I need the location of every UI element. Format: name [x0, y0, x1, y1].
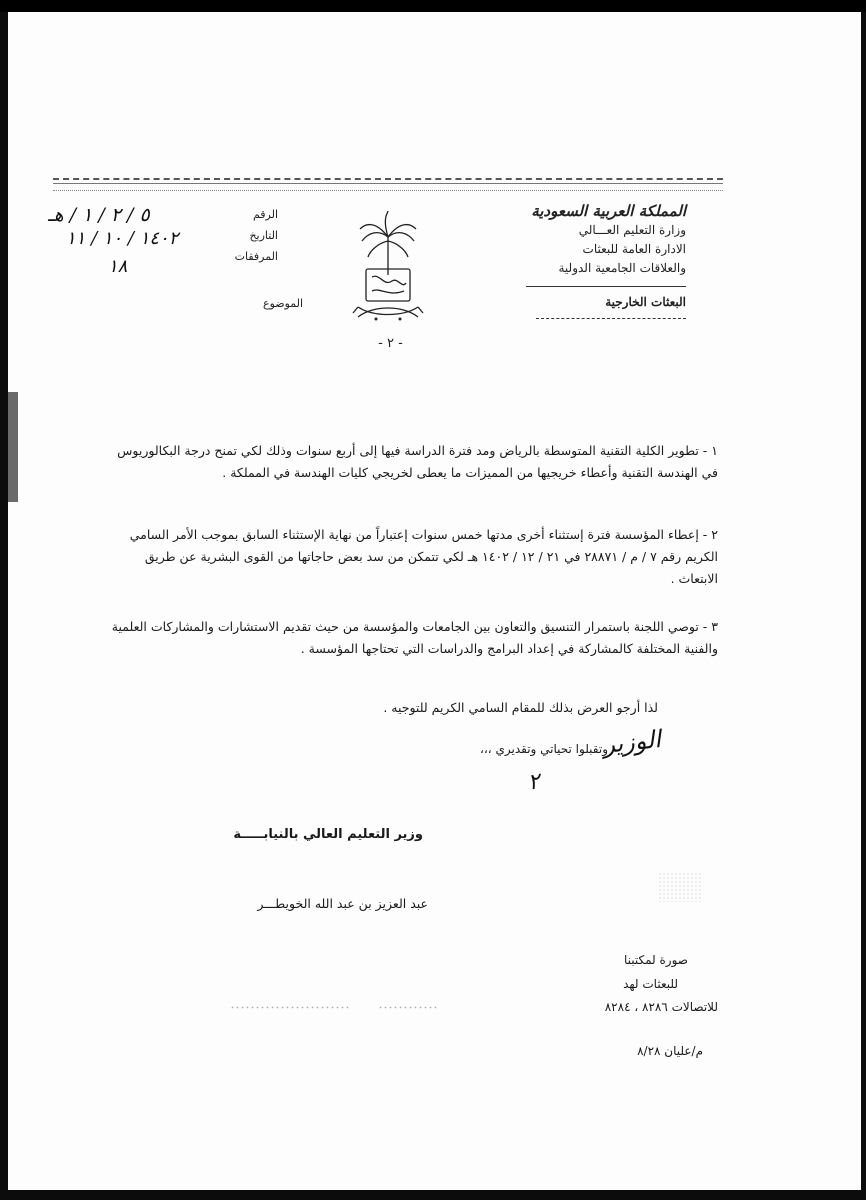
cc-line-1: للبعثات لهد: [623, 977, 678, 991]
document-page: [8, 12, 861, 1190]
paragraph-3: ٣ - توصي اللجنة باستمرار التنسيق والتعاون بين الجامعات والمؤسسة من حيث تقديم الاستشارات والمشاركات العلمية والفنية المختلفة كالمشاركة في إعداد البرامج والدراسات التي تحتاجها المؤسسة .: [111, 619, 718, 656]
deputy-minister-name: عبد العزيز بن عبد الله الخويطـــر: [257, 896, 428, 911]
paragraph-2: ٢ - إعطاء المؤسسة فترة إستثناء أخرى مدتها خمس سنوات إعتباراً من نهاية الإستثناء السابق بموجب الأمر السامي الكريم رقم ٧ / م / ٢٨٨٧١ في ٢١ / ١٢ / ١٤٠٢ هـ لكي تتمكن من سد بعض حاجاتها من القوى البشرية عن طريق الابتعاث .: [129, 527, 718, 586]
cc-title: صورة لمكتبنا: [623, 953, 688, 967]
attachments-count: ١٨: [108, 256, 128, 277]
regards-line: وتقبلوا تحياتي وتقديري ،،،: [480, 742, 608, 756]
faint-marks-1: [230, 1005, 350, 1011]
faint-marks-2: [378, 1005, 438, 1011]
reference-number: ٥ / ٢ / ١ / هـ: [48, 204, 150, 226]
header-rule-dotted: [53, 190, 723, 191]
letterhead-left: [198, 204, 278, 267]
kingdom-name: المملكة العربية السعودية: [531, 202, 686, 220]
letterhead-divider: [526, 286, 686, 287]
scan-edge-shadow: [8, 392, 18, 502]
ministry-name: وزارة التعليم العـــالي: [578, 223, 686, 237]
subject-label: الموضوع: [263, 297, 304, 310]
header-rule-solid: [53, 183, 723, 184]
deputy-minister-title: وزير التعليم العالي بالنيابـــــة: [233, 827, 423, 842]
handwritten-initial: ٢: [525, 769, 542, 796]
letterhead-underline: [536, 318, 686, 319]
letterhead-right: [486, 202, 686, 319]
scan-noise: [658, 872, 703, 902]
paragraph-1: ١ - تطوير الكلية التقنية المتوسطة بالرياض ومد فترة الدراسة فيها إلى أربع سنوات وذلك لكي تمنح درجة البكالوريوس في الهندسة التقنية وأعطاء خريجيها من المميزات ما يعطى لخريجي كليات الهندسة في المملكة .: [117, 443, 718, 480]
header-rule-dashed: [53, 178, 723, 180]
attachments-label: المرفقات: [234, 250, 278, 263]
closing-line: لذا أرجو العرض بذلك للمقام السامي الكريم للتوجيه .: [383, 700, 658, 715]
kingdom-emblem-icon: [348, 207, 428, 332]
number-label: الرقم: [252, 208, 278, 221]
admin-name: الادارة العامة للبعثات: [582, 242, 686, 256]
page-number: - ٢ -: [378, 336, 403, 351]
date-label: التاريخ: [249, 229, 278, 242]
reference-date: ١٤٠٢ / ١٠ / ١١: [66, 228, 179, 249]
relations-name: والعلاقات الجامعية الدولية: [558, 261, 686, 275]
handwritten-signature: الوزير: [601, 725, 663, 759]
cc-line-2: للاتصالات ٨٢٨٦ ، ٨٢٨٤: [604, 1000, 718, 1014]
department-name: البعثات الخارجية: [605, 295, 686, 309]
footer-code: م/عليان ٨/٢٨: [637, 1044, 703, 1058]
scan-frame-top: [0, 0, 866, 12]
